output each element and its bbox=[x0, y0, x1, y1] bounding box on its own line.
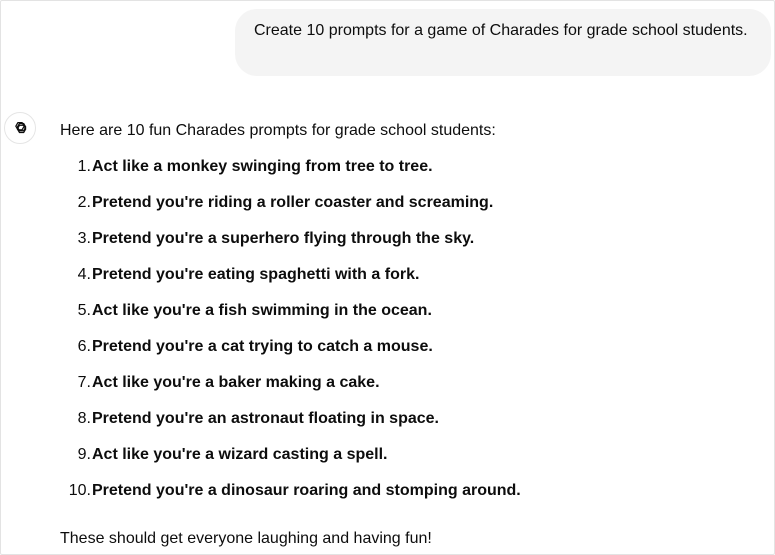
assistant-intro: Here are 10 fun Charades prompts for grade school students: bbox=[60, 122, 496, 139]
prompt-list bbox=[60, 143, 760, 503]
openai-logo-icon bbox=[10, 118, 30, 138]
list-item-number: 8. bbox=[77, 410, 91, 427]
list-item-number: 1. bbox=[77, 158, 91, 175]
list-item-number: 7. bbox=[77, 374, 91, 391]
list-item-number: 10. bbox=[68, 482, 91, 499]
list-item bbox=[60, 359, 760, 395]
list-item bbox=[60, 251, 760, 287]
list-item-text: Pretend you're an astronaut floating in space. bbox=[92, 410, 439, 427]
assistant-outro: These should get everyone laughing and having fun! bbox=[60, 530, 432, 547]
list-item bbox=[60, 431, 760, 467]
list-item bbox=[60, 323, 760, 359]
list-item-number: 2. bbox=[77, 194, 91, 211]
user-message-text: Create 10 prompts for a game of Charades for grade school students. bbox=[254, 22, 748, 39]
list-item bbox=[60, 395, 760, 431]
list-item-number: 5. bbox=[77, 302, 91, 319]
list-item-text: Act like you're a wizard casting a spell. bbox=[92, 446, 388, 463]
list-item bbox=[60, 215, 760, 251]
user-message-bubble bbox=[235, 9, 771, 76]
list-item-text: Pretend you're a cat trying to catch a mouse. bbox=[92, 338, 433, 355]
list-item-text: Pretend you're a dinosaur roaring and stomping around. bbox=[92, 482, 521, 499]
list-item-text: Pretend you're eating spaghetti with a fork. bbox=[92, 266, 420, 283]
list-item-text: Act like you're a baker making a cake. bbox=[92, 374, 380, 391]
list-item-text: Act like you're a fish swimming in the ocean. bbox=[92, 302, 432, 319]
list-item-number: 9. bbox=[77, 446, 91, 463]
assistant-avatar bbox=[4, 112, 36, 144]
list-item-text: Pretend you're a superhero flying through the sky. bbox=[92, 230, 475, 247]
list-item-text: Act like a monkey swinging from tree to tree. bbox=[92, 158, 433, 175]
assistant-message bbox=[60, 119, 760, 503]
list-item-text: Pretend you're riding a roller coaster and screaming. bbox=[92, 194, 494, 211]
list-item-number: 3. bbox=[77, 230, 91, 247]
list-item bbox=[60, 287, 760, 323]
list-item-number: 6. bbox=[77, 338, 91, 355]
list-item bbox=[60, 467, 760, 503]
list-item bbox=[60, 143, 760, 179]
list-item-number: 4. bbox=[77, 266, 91, 283]
list-item bbox=[60, 179, 760, 215]
